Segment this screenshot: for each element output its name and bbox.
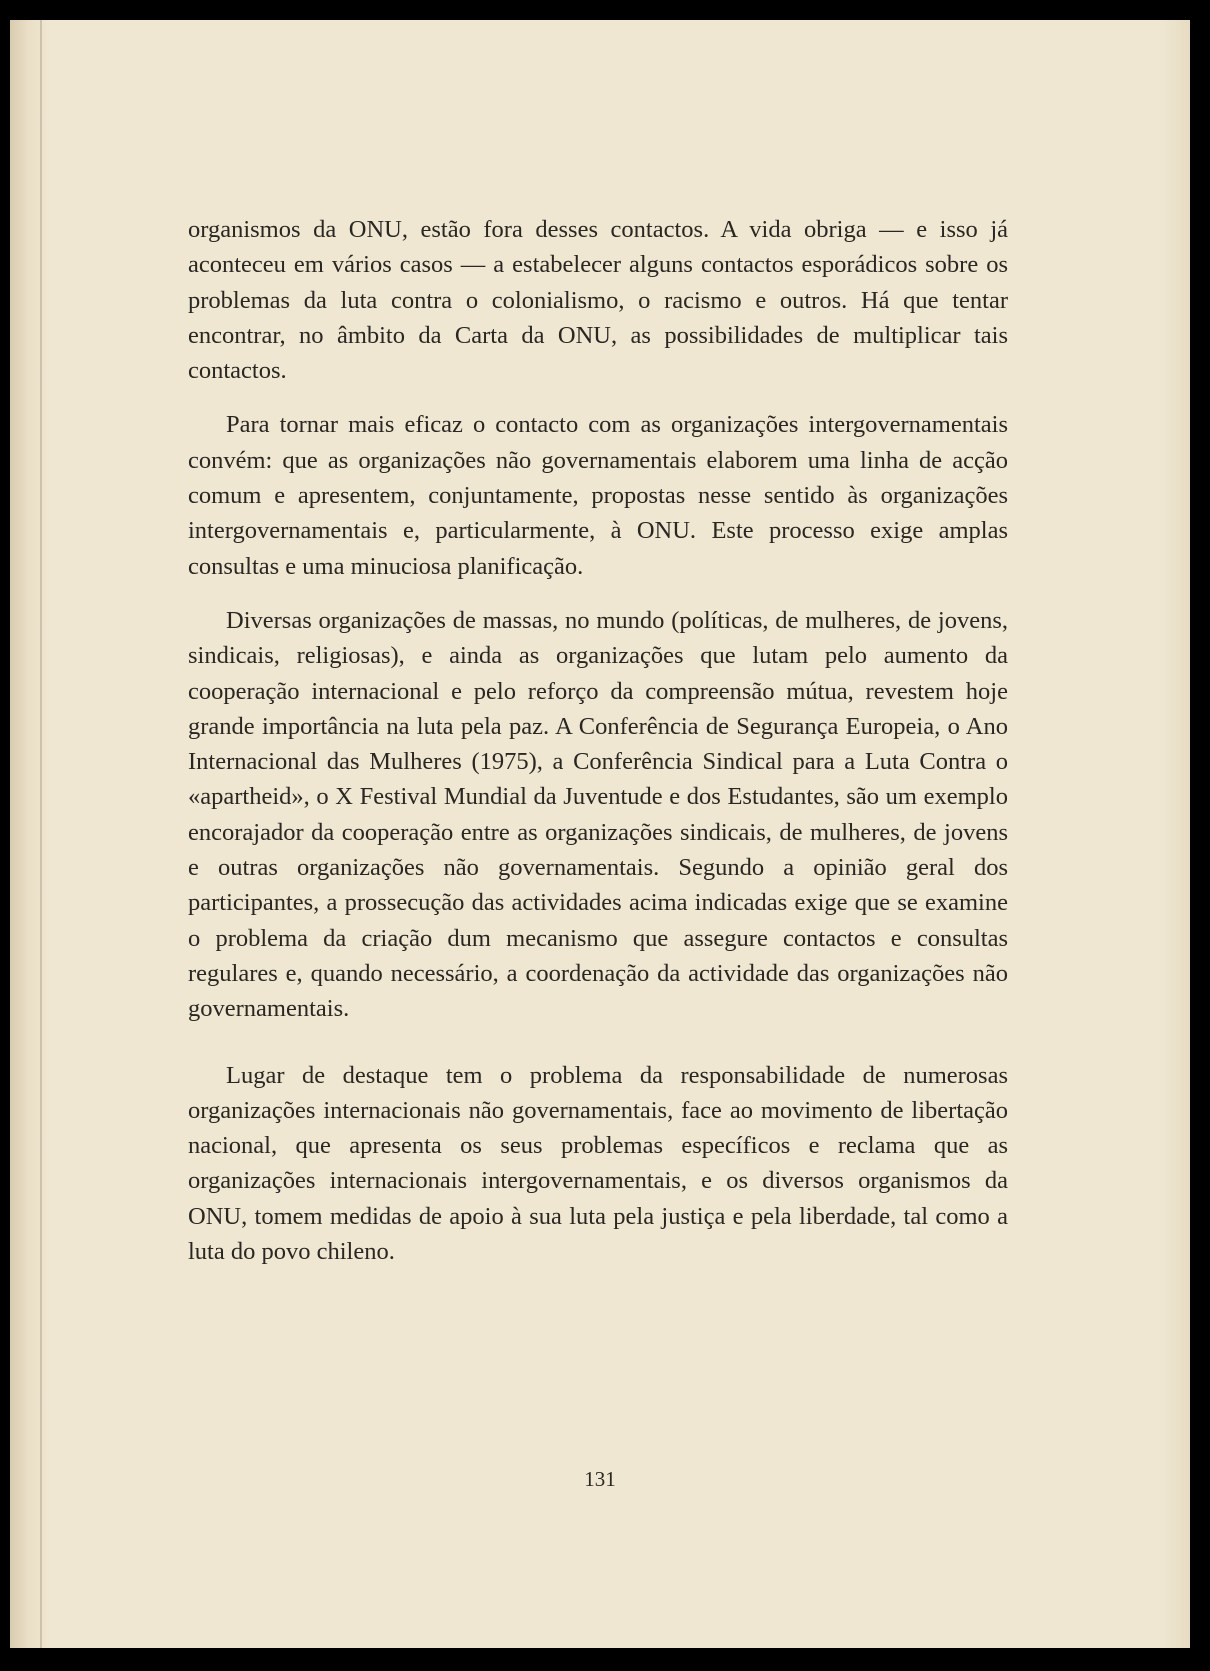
body-text: [188, 212, 1008, 1269]
book-page: [10, 20, 1190, 1648]
paragraph-mass-organizations: Diversas organizações de massas, no mundo (políticas, de mulheres, de jovens, sindicais, religiosas), e ainda as organizações que lutam pelo aumento da cooperação internacional e pelo reforço da compreensão mútua, revestem hoje grande importância na luta pela paz. A Conferência de Segurança Europeia, o Ano Internacional das Mulheres (1975), a Conferência Sindical para a Luta Contra o «apartheid», o X Festival Mundial da Juventude e dos Estudantes, são um exemplo encorajador da cooperação entre as organizações sindicais, de mulheres, de jovens e outras organizações não governamentais. Segundo a opinião geral dos participantes, a prossecução das actividades acima indicadas exige que se examine o problema da criação dum mecanismo que assegure contactos e consultas regulares e, quando necessário, a coordenação da actividade das organizações não governamentais.: [188, 606, 1008, 1023]
paragraph-national-liberation: Lugar de destaque tem o problema da responsabilidade de numerosas organizações internacionais não governamentais, face ao movimento de libertação nacional, que apresenta os seus problemas específicos e reclama que as organizações internacionais intergovernamentais, e os diversos organismos da ONU, tomem medidas de apoio à sua luta pela justiça e pela liberdade, tal como a luta do povo chileno.: [188, 1061, 1008, 1266]
page-number: 131: [584, 1467, 616, 1491]
paragraph-intergovernmental-contact: Para tornar mais eficaz o contacto com as organizações intergovernamentais convém: que as organizações não governamentais elaborem uma linha de acção comum e apresentem, conjuntamente, propostas nesse sentido às organizações intergovernamentais e, particularmente, à ONU. Este processo exige amplas consultas e uma minuciosa planificação.: [188, 411, 1008, 580]
paragraph-continuation: organismos da ONU, estão fora desses contactos. A vida obriga — e isso já aconteceu em vários casos — a estabelecer alguns contactos esporádicos sobre os problemas da luta contra o colonialismo, o racismo e outros. Há que tentar encontrar, no âmbito da Carta da ONU, as possibilidades de multiplicar tais contactos.: [188, 216, 1008, 385]
page-gutter-edge: [40, 20, 42, 1648]
